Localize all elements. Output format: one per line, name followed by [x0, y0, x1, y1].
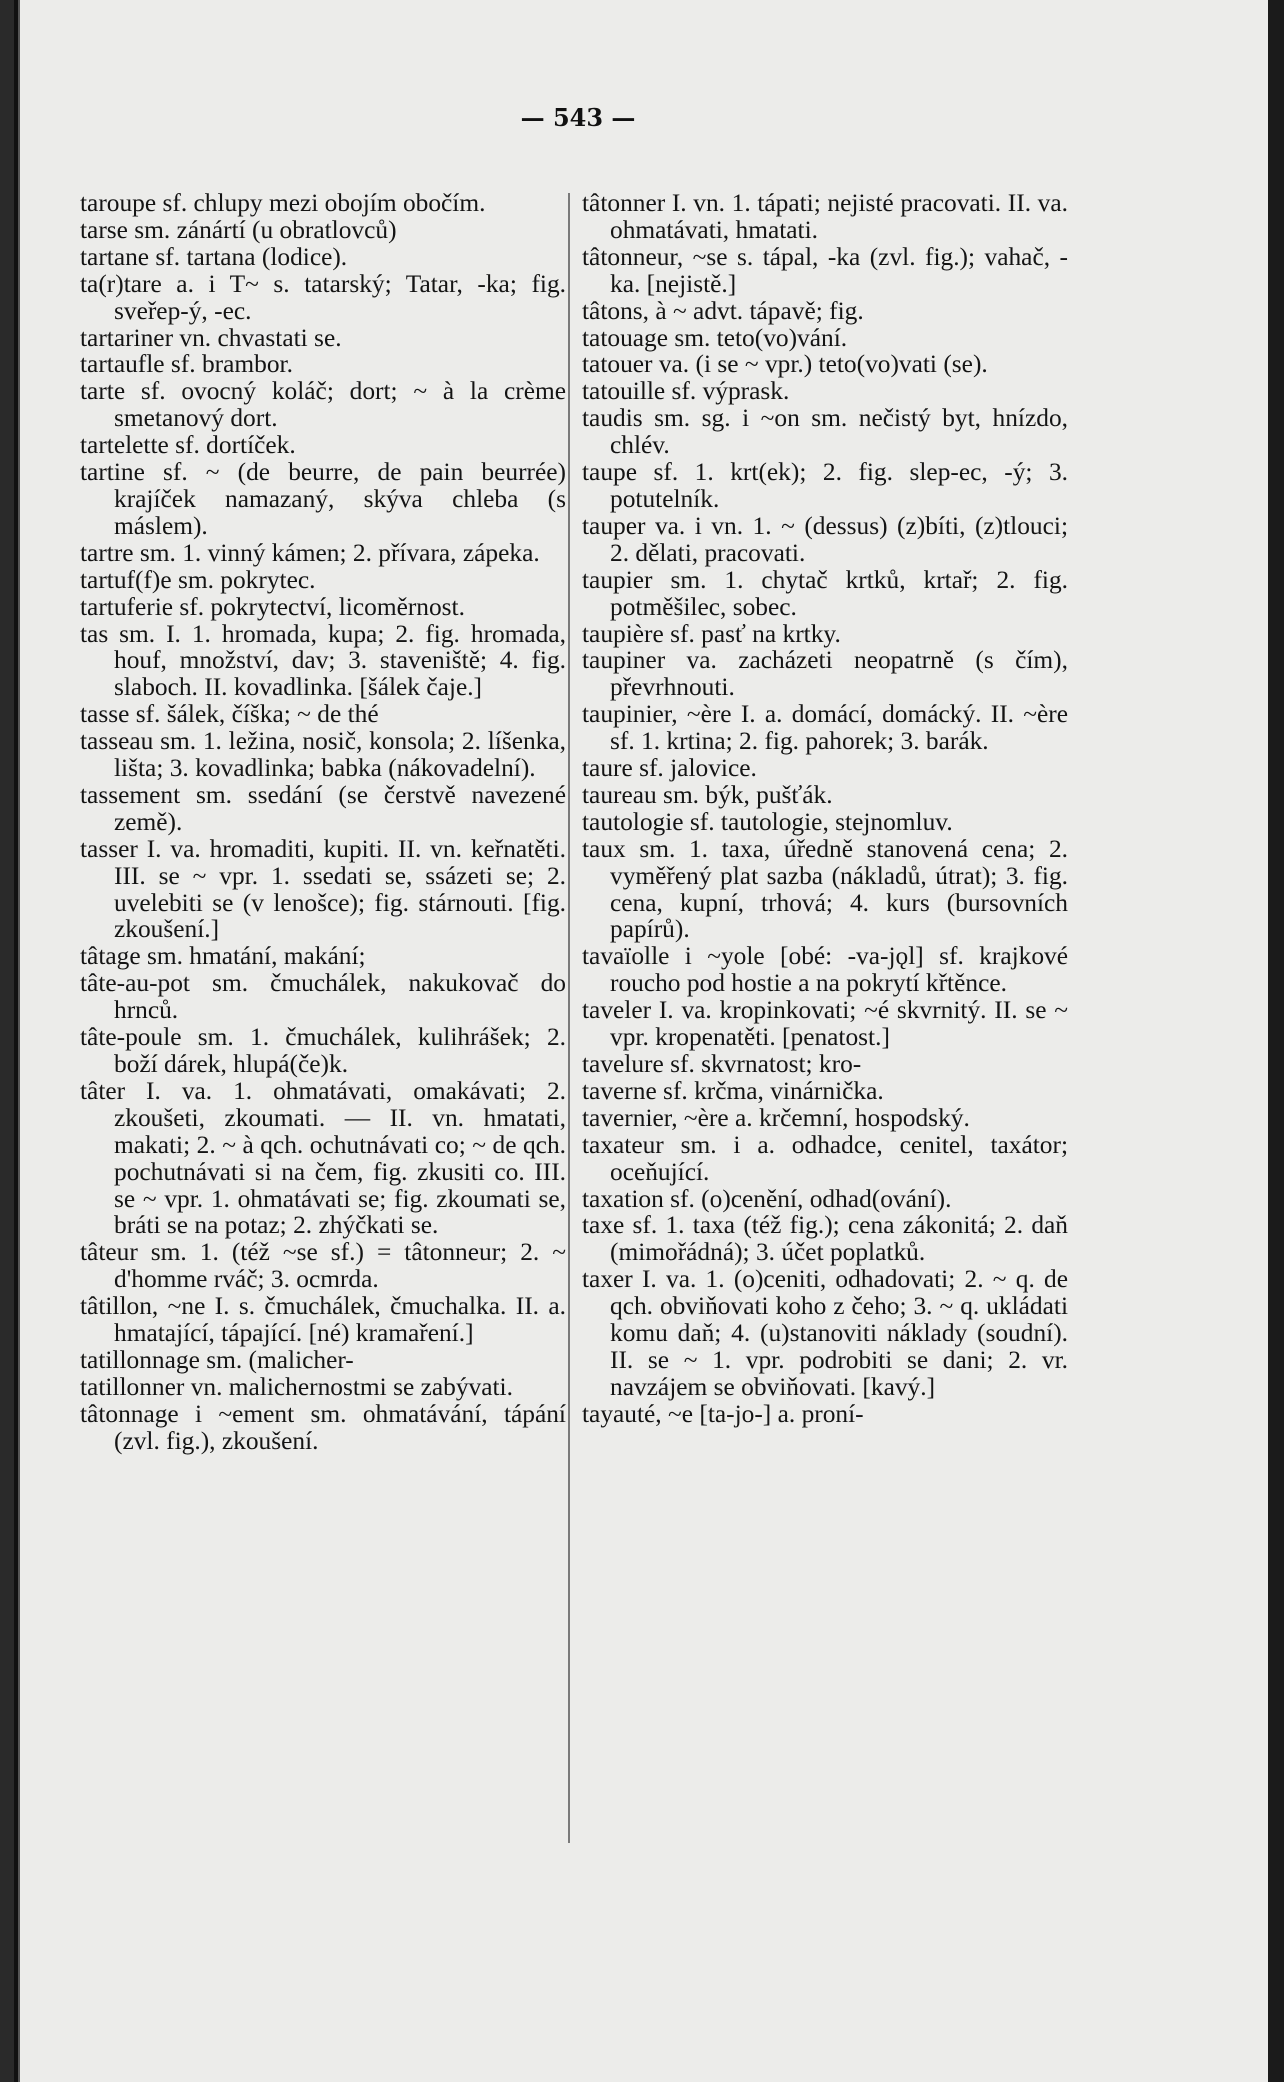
- binding-edge: [0, 0, 14, 2082]
- dictionary-entry: tartelette sf. dortíček.: [80, 431, 296, 460]
- right-column: [582, 190, 1068, 1428]
- scan-border: [1268, 0, 1284, 2082]
- column-divider: [568, 193, 570, 1843]
- dictionary-entry: tâtonneur, ~se s. tápal, -ka (zvl. fig.); vahač, -ka. [nejistě.]: [582, 242, 1068, 298]
- dictionary-entry: taupiner va. zacházeti neopatrně (s čím), převrhnouti.: [582, 646, 1068, 702]
- dictionary-entry: tasseau sm. 1. ležina, nosič, konsola; 2. líšenka, lišta; 3. kovadlinka; babka (nákovadelní).: [80, 727, 566, 783]
- dictionary-entry: tâtonnage i ~ement sm. ohmatávání, tápání (zvl. fig.), zkoušení.: [80, 1399, 566, 1455]
- dictionary-entry: tatouer va. (i se ~ vpr.) teto(vo)vati (se).: [582, 350, 988, 379]
- dictionary-entry: tatillonner vn. malichernostmi se zabývati.: [80, 1372, 513, 1401]
- dictionary-entry: taxateur sm. i a. odhadce, cenitel, taxátor; oceňující.: [582, 1130, 1068, 1186]
- dictionary-entry: tâtonner I. vn. 1. tápati; nejisté pracovati. II. va. ohmatávati, hmatati.: [582, 189, 1068, 244]
- dictionary-entry: tâtons, à ~ advt. tápavě; fig.: [582, 296, 864, 325]
- dictionary-entry: tartariner vn. chvastati se.: [80, 323, 342, 352]
- dictionary-entry: tâtillon, ~ne I. s. čmuchálek, čmuchalka. II. a. hmatající, tápající. [né) kramaření.]: [80, 1292, 566, 1348]
- dictionary-entry: tatouage sm. teto(vo)vání.: [582, 323, 848, 352]
- dictionary-entry: tasser I. va. hromaditi, kupiti. II. vn. keřnatěti. III. se ~ vpr. 1. ssedati se, ssázeti se; 2. uvelebiti se (v lenošce); fig. stárnouti. [fig. zkoušení.]: [80, 834, 566, 944]
- dictionary-entry: tassement sm. ssedání (se čerstvě navezené země).: [80, 780, 566, 836]
- dictionary-entry: taxation sf. (o)cenění, odhad(ování).: [582, 1184, 952, 1213]
- dictionary-entry: tarse sm. zánártí (u obratlovců): [80, 215, 397, 244]
- dictionary-entry: taxer I. va. 1. (o)ceniti, odhadovati; 2. ~ q. de qch. obviňovati koho z čeho; 3. ~ q. ukládati komu daň; 4. (u)stanoviti náklady (soudní). II. se ~ 1. vpr. podrobiti se dani; 2. vr. navzájem se obviňovati. [kavý.]: [582, 1265, 1068, 1401]
- dictionary-entry: tartuferie sf. pokrytectví, licoměrnost.: [80, 592, 465, 621]
- dictionary-entry: tavaïolle i ~yole [obé: -va-jǫl] sf. krajkové roucho pod hostie a na pokrytí křtěnce.: [582, 942, 1068, 998]
- dictionary-entry: tartaufle sf. brambor.: [80, 350, 293, 379]
- left-column: [80, 190, 566, 1455]
- dictionary-entry: taureau sm. býk, pušťák.: [582, 780, 833, 809]
- dictionary-entry: taxe sf. 1. taxa (též fig.); cena zákonitá; 2. daň (mimořádná); 3. účet poplatků.: [582, 1211, 1068, 1267]
- dictionary-entry: taverne sf. krčma, vinárnička.: [582, 1076, 884, 1105]
- dictionary-entry: taupière sf. pasť na krtky.: [582, 619, 841, 648]
- dictionary-entry: taupier sm. 1. chytač krtků, krtař; 2. fig. potměšilec, sobec.: [582, 565, 1068, 621]
- dictionary-entry: ta(r)tare a. i T~ s. tatarský; Tatar, -ka; fig. sveřep-ý, -ec.: [80, 269, 566, 325]
- dictionary-entry: taroupe sf. chlupy mezi obojím obočím.: [80, 189, 486, 217]
- dictionary-entry: tatouille sf. výprask.: [582, 377, 790, 406]
- dictionary-entry: tâter I. va. 1. ohmatávati, omakávati; 2. zkoušeti, zkoumati. — II. vn. hmatati, makati; 2. ~ à qch. ochutnávati co; ~ de qch. pochutnávati si na čem, fig. zkusiti co. III. se ~ vpr. 1. ohmatávati se; fig. zkoumati se, bráti se na potaz; 2. zhýčkati se.: [80, 1076, 566, 1240]
- dictionary-entry: tatillonnage sm. (malicher-: [80, 1345, 354, 1374]
- dictionary-entry: tâtage sm. hmatání, makání;: [80, 942, 366, 971]
- dictionary-entry: taveler I. va. kropinkovati; ~é skvrnitý. II. se ~ vpr. kropenatěti. [penatost.]: [582, 996, 1068, 1052]
- dictionary-entry: tarte sf. ovocný koláč; dort; ~ à la crème smetanový dort.: [80, 377, 566, 433]
- dictionary-entry: tâte-poule sm. 1. čmuchálek, kulihrášek; 2. boží dárek, hlupá(če)k.: [80, 1023, 566, 1078]
- dictionary-entry: tartane sf. tartana (lodice).: [80, 242, 348, 271]
- dictionary-entry: tayauté, ~e [ta-jo-] a. proní-: [582, 1399, 864, 1428]
- dictionary-entry: tas sm. I. 1. hromada, kupa; 2. fig. hromada, houf, množství, dav; 3. staveniště; 4. fig. slaboch. II. kovadlinka. [šálek čaje.]: [80, 619, 566, 702]
- dictionary-entry: tâte-au-pot sm. čmuchálek, nakukovač do hrnců.: [80, 969, 566, 1025]
- dictionary-entry: taupinier, ~ère I. a. domácí, domácký. II. ~ère sf. 1. krtina; 2. fig. pahorek; 3. barák.: [582, 700, 1068, 756]
- dictionary-entry: taux sm. 1. taxa, úředně stanovená cena; 2. vyměřený plat sazba (nákladů, útrat); 3. fig. cena, kupní, trhová; 4. kurs (bursovních papírů).: [582, 834, 1068, 944]
- dictionary-entry: tauper va. i vn. 1. ~ (dessus) (z)bíti, (z)tlouci; 2. dělati, pracovati.: [582, 511, 1068, 567]
- dictionary-entry: tautologie sf. tautologie, stejnomluv.: [582, 807, 953, 836]
- dictionary-entry: taudis sm. sg. i ~on sm. nečistý byt, hnízdo, chlév.: [582, 404, 1068, 460]
- dictionary-entry: taupe sf. 1. krt(ek); 2. fig. slep-ec, -ý; 3. potutelník.: [582, 458, 1068, 513]
- dictionary-entry: tavelure sf. skvrnatost; kro-: [582, 1050, 862, 1078]
- page-number: — 543 —: [520, 103, 636, 132]
- dictionary-entry: tartine sf. ~ (de beurre, de pain beurrée) krajíček namazaný, skýva chleba (s máslem).: [80, 458, 566, 540]
- dictionary-entry: tavernier, ~ère a. krčemní, hospodský.: [582, 1103, 970, 1132]
- dictionary-entry: taure sf. jalovice.: [582, 754, 757, 783]
- dictionary-entry: tasse sf. šálek, číška; ~ de thé: [80, 700, 379, 729]
- dictionary-entry: tâteur sm. 1. (též ~se sf.) = tâtonneur; 2. ~ d'homme rváč; 3. ocmrda.: [80, 1238, 566, 1294]
- dictionary-entry: tartre sm. 1. vinný kámen; 2. přívara, zápeka.: [80, 538, 540, 567]
- dictionary-entry: tartuf(f)e sm. pokrytec.: [80, 565, 316, 594]
